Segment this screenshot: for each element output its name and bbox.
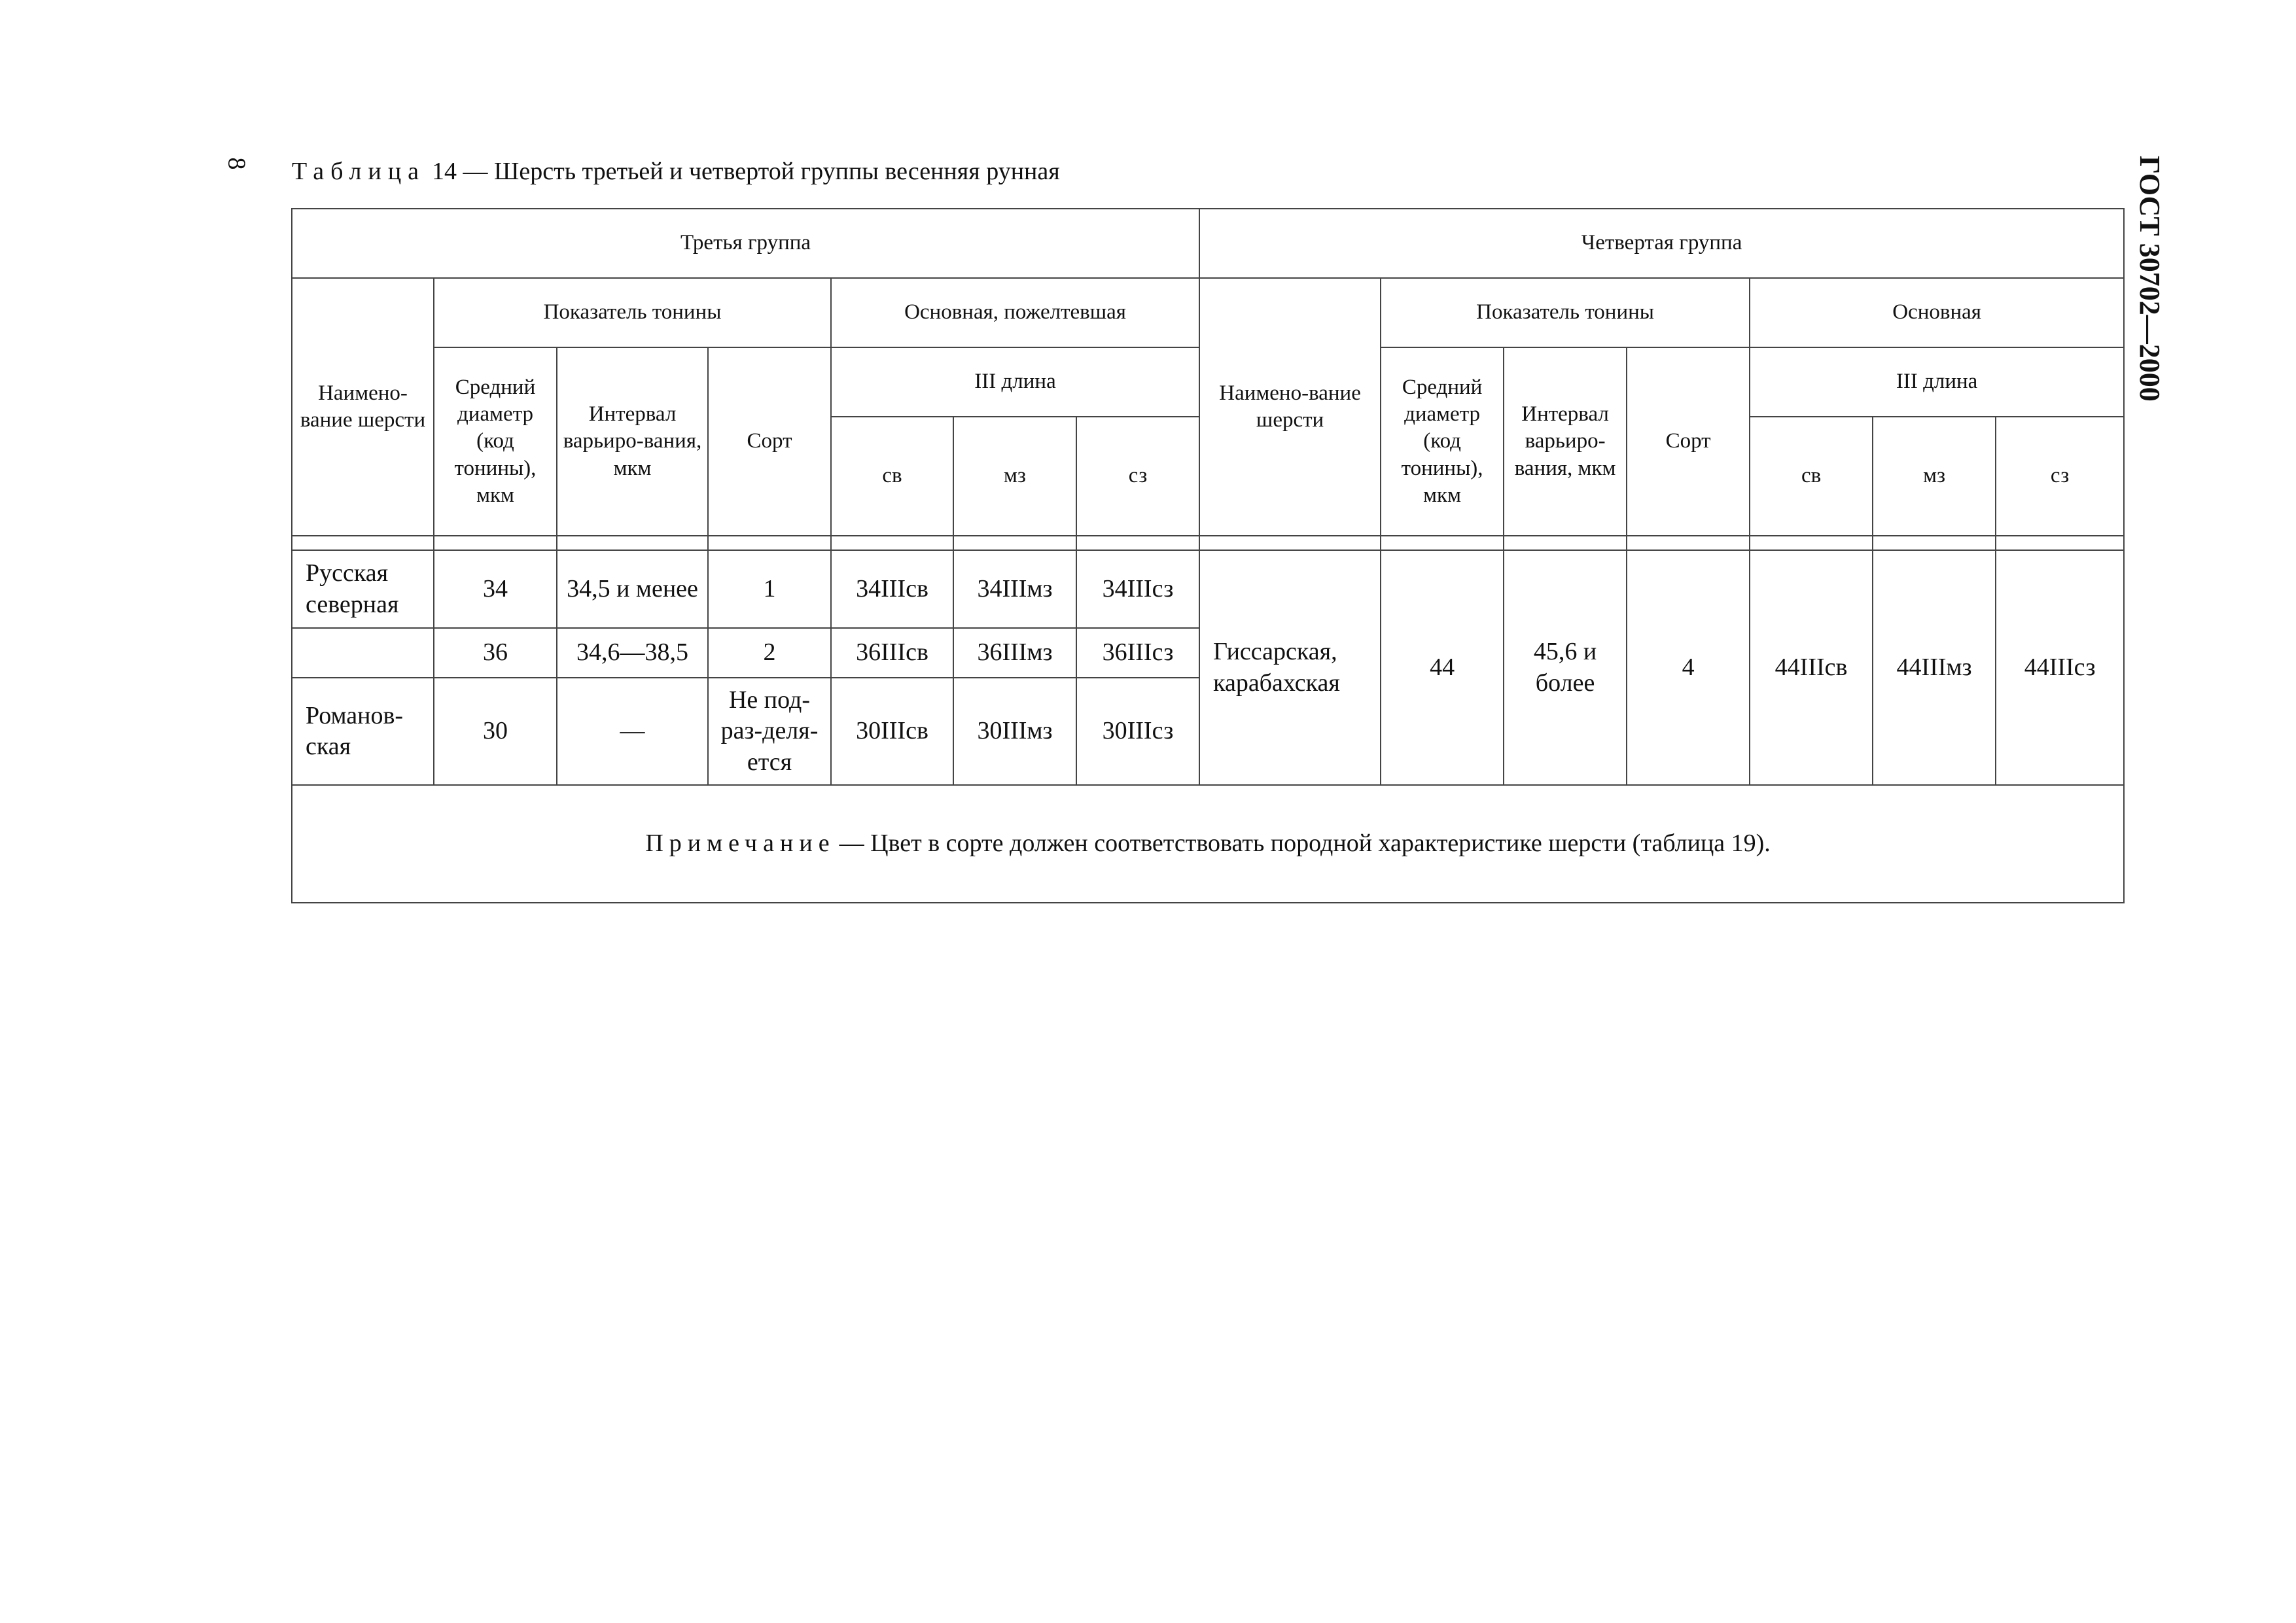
table-note: [292, 785, 2124, 903]
standard-number: ГОСТ 30702—2000: [2134, 156, 2166, 402]
row-name: Романов-ская: [292, 678, 434, 785]
row-grade: 2: [708, 628, 831, 678]
table-caption: [292, 157, 1060, 186]
row-sz: 30IIIсз: [1076, 678, 1199, 785]
row-interval-group4: 45,6 и более: [1504, 550, 1627, 785]
row-sz: 36IIIсз: [1076, 628, 1199, 678]
page-number: 8: [222, 157, 251, 170]
group3-avg-diam-header: Средний диаметр (код тонины), мкм: [434, 347, 557, 536]
group3-sv-header: св: [831, 417, 953, 536]
group4-mz-header: мз: [1873, 417, 1996, 536]
group3-color-header: Основная, пожелтевшая: [831, 278, 1199, 347]
group4-interval-header: Интервал варьиро-вания, мкм: [1504, 347, 1627, 536]
row-mz: 30IIIмз: [953, 678, 1076, 785]
group3-fineness-header: Показатель тонины: [434, 278, 831, 347]
group3-sz-header: сз: [1076, 417, 1199, 536]
note-text: — Цвет в сорте должен соответствовать породной характеристике шерсти (таблица 19).: [839, 829, 1771, 858]
group3-interval-header: Интервал варьиро-вания, мкм: [557, 347, 708, 536]
row-avg-diam-group4: 44: [1381, 550, 1504, 785]
group3-name-header: Наимено-вание шерсти: [292, 278, 434, 536]
row-sv-group4: 44IIIсв: [1750, 550, 1873, 785]
group4-title: Четвертая группа: [1199, 209, 2124, 278]
group4-length-header: III длина: [1750, 347, 2124, 417]
row-name: Русская северная: [292, 550, 434, 628]
wool-table: [291, 208, 2125, 903]
table-row: [292, 550, 2124, 628]
group3-mz-header: мз: [953, 417, 1076, 536]
group4-color-header: Основная: [1750, 278, 2124, 347]
row-avg-diam: 30: [434, 678, 557, 785]
row-interval: —: [557, 678, 708, 785]
header-separator: [292, 536, 2124, 550]
row-grade: Не под-раз-деля-ется: [708, 678, 831, 785]
row-sv: 34IIIсв: [831, 550, 953, 628]
row-name-group4: Гиссарская, карабахская: [1199, 550, 1381, 785]
row-sz-group4: 44IIIсз: [1996, 550, 2124, 785]
group3-grade-header: Сорт: [708, 347, 831, 536]
group4-sz-header: сз: [1996, 417, 2124, 536]
row-mz: 34IIIмз: [953, 550, 1076, 628]
row-grade: 1: [708, 550, 831, 628]
row-avg-diam: 36: [434, 628, 557, 678]
group4-grade-header: Сорт: [1627, 347, 1750, 536]
row-name: [292, 628, 434, 678]
group4-name-header: Наимено-вание шерсти: [1199, 278, 1381, 536]
row-sv: 36IIIсв: [831, 628, 953, 678]
note-label: Примечание: [645, 829, 836, 858]
group4-fineness-header: Показатель тонины: [1381, 278, 1750, 347]
row-avg-diam: 34: [434, 550, 557, 628]
row-sv: 30IIIсв: [831, 678, 953, 785]
caption-text: 14 — Шерсть третьей и четвертой группы весенняя рунная: [432, 158, 1060, 185]
group4-sv-header: св: [1750, 417, 1873, 536]
row-mz-group4: 44IIIмз: [1873, 550, 1996, 785]
group3-length-header: III длина: [831, 347, 1199, 417]
row-interval: 34,6—38,5: [557, 628, 708, 678]
row-interval: 34,5 и менее: [557, 550, 708, 628]
group3-title: Третья группа: [292, 209, 1199, 278]
caption-label: Таблица: [292, 158, 426, 185]
row-grade-group4: 4: [1627, 550, 1750, 785]
row-sz: 34IIIсз: [1076, 550, 1199, 628]
group4-avg-diam-header: Средний диаметр (код тонины), мкм: [1381, 347, 1504, 536]
row-mz: 36IIIмз: [953, 628, 1076, 678]
